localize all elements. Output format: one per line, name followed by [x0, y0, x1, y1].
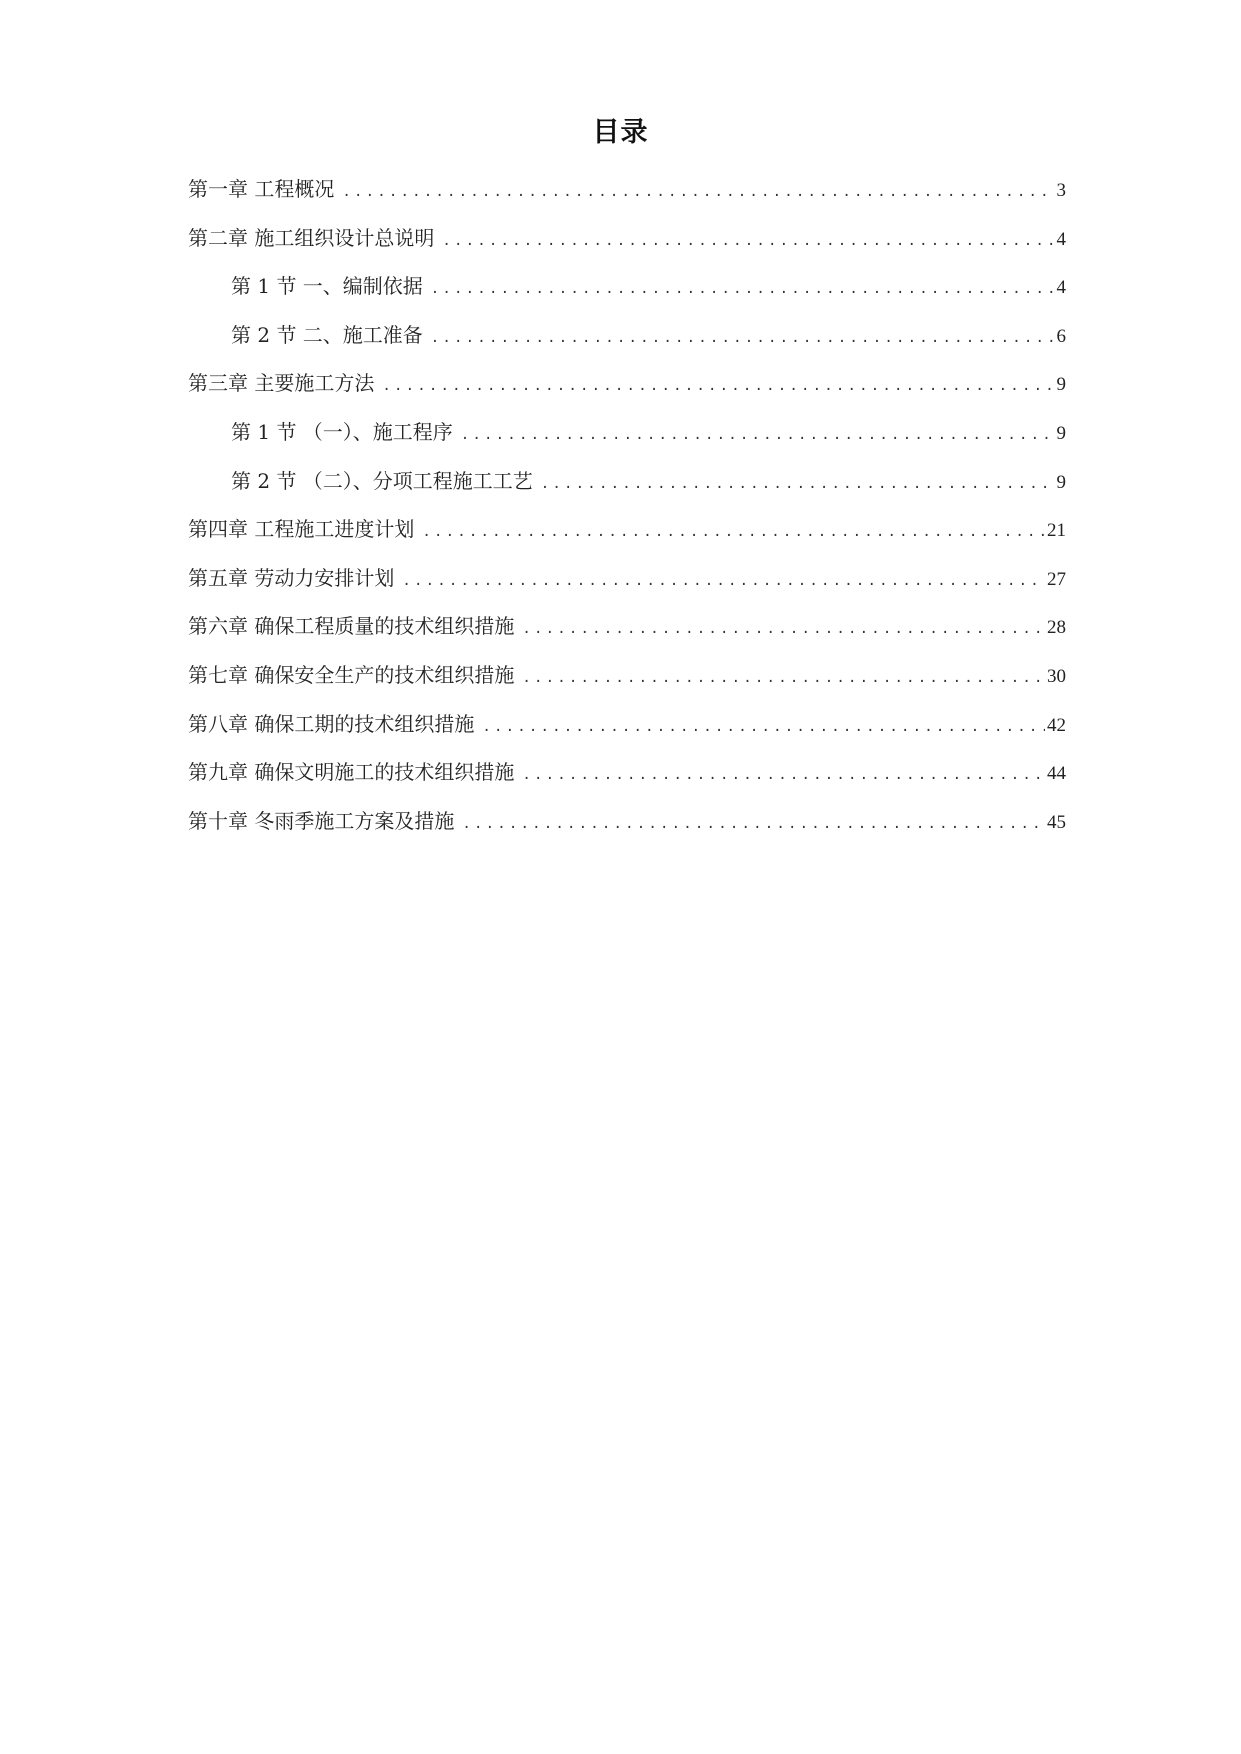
dot-leader — [461, 411, 1055, 460]
dot-leader — [422, 508, 1045, 557]
toc-page-number: 44 — [1047, 763, 1066, 785]
toc-page-number: 28 — [1047, 617, 1066, 639]
toc-page-number: 6 — [1056, 325, 1066, 347]
toc-entry-label: 第 2 节 （二）、分项工程施工工艺 — [231, 468, 533, 493]
dot-leader — [482, 703, 1045, 752]
toc-entry-label: 第九章 确保文明施工的技术组织措施 — [188, 760, 515, 785]
toc-entry-label: 第 1 节 （一）、施工程序 — [231, 419, 453, 444]
toc-entry-label: 第五章 劳动力安排计划 — [188, 565, 395, 590]
dot-leader — [522, 654, 1045, 703]
toc-page-number: 9 — [1056, 374, 1066, 396]
toc-page-number: 30 — [1047, 665, 1066, 687]
toc-entry-label: 第一章 工程概况 — [188, 177, 335, 201]
toc-entry-section-3-1[interactable] — [188, 408, 1066, 457]
toc-entry-label: 第 2 节 二、施工准备 — [231, 322, 423, 347]
toc-entry-chapter-7[interactable] — [188, 651, 1066, 700]
toc-entry-chapter-6[interactable] — [188, 602, 1066, 651]
toc-page-number: 45 — [1047, 811, 1066, 833]
dot-leader — [382, 362, 1054, 411]
toc-entry-label: 第十章 冬雨季施工方案及措施 — [188, 808, 455, 833]
toc-entry-label: 第八章 确保工期的技术组织措施 — [188, 711, 475, 736]
table-of-contents — [188, 165, 1066, 845]
dot-leader — [431, 314, 1055, 363]
toc-page-number: 27 — [1047, 568, 1066, 590]
toc-entry-chapter-5[interactable] — [188, 554, 1066, 603]
toc-entry-label: 第七章 确保安全生产的技术组织措施 — [188, 662, 515, 687]
toc-entry-section-2-2[interactable] — [188, 311, 1066, 360]
dot-leader — [431, 265, 1055, 314]
toc-page-number: 3 — [1056, 180, 1066, 201]
toc-entry-chapter-2[interactable] — [188, 214, 1066, 263]
dot-leader — [522, 751, 1045, 800]
toc-entry-chapter-9[interactable] — [188, 748, 1066, 797]
toc-entry-label: 第四章 工程施工进度计划 — [188, 517, 415, 542]
toc-entry-section-2-1[interactable] — [188, 262, 1066, 311]
toc-page-number: 4 — [1056, 228, 1066, 250]
dot-leader — [402, 557, 1045, 606]
toc-entry-chapter-10[interactable] — [188, 797, 1066, 846]
toc-entry-label: 第六章 确保工程质量的技术组织措施 — [188, 614, 515, 639]
toc-page-number: 21 — [1047, 520, 1066, 542]
dot-leader — [462, 800, 1045, 849]
dot-leader — [522, 605, 1045, 654]
toc-entry-label: 第 1 节 一、编制依据 — [231, 274, 423, 299]
toc-entry-chapter-4[interactable] — [188, 505, 1066, 554]
dot-leader — [342, 168, 1054, 217]
toc-entry-label: 第二章 施工组织设计总说明 — [188, 225, 435, 250]
toc-page-number: 42 — [1047, 714, 1066, 736]
toc-entry-section-3-2[interactable] — [188, 457, 1066, 506]
toc-page-number: 9 — [1056, 422, 1066, 444]
toc-page-number: 9 — [1056, 471, 1066, 493]
toc-entry-chapter-1[interactable] — [188, 165, 1066, 214]
dot-leader — [442, 217, 1054, 266]
toc-entry-chapter-3[interactable] — [188, 359, 1066, 408]
toc-entry-chapter-8[interactable] — [188, 700, 1066, 749]
dot-leader — [541, 460, 1055, 509]
toc-page-number: 4 — [1056, 277, 1066, 299]
toc-title: 目录 — [592, 117, 649, 148]
toc-entry-label: 第三章 主要施工方法 — [188, 371, 375, 396]
